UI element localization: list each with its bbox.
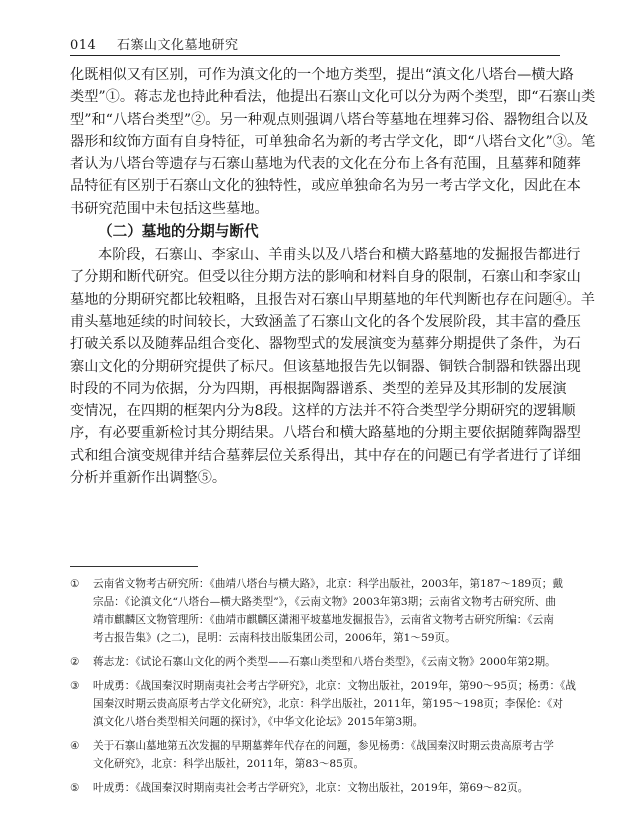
footnote-4: [70, 737, 562, 773]
text-line: 打破关系以及随葬品组合变化、器物型式的发展演变为墓葬分期提供了条件，为石: [70, 336, 581, 353]
paragraph-2: [70, 244, 595, 489]
text-line: 化既相似又有区别，可作为滇文化的一个地方类型，提出“滇文化八塔台—横大路: [70, 67, 574, 83]
footnote-line: 考古报告集》(之二)，昆明：云南科技出版集团公司，2006年，第1～59页。: [93, 632, 456, 644]
main-text: [70, 64, 596, 489]
running-header: [70, 34, 238, 53]
footnote-marker: ⑤: [70, 782, 80, 794]
text-line: 器形和纹饰方面有自身特征，可单独命名为新的考古学文化，即“八塔台文化”③。笔: [70, 133, 596, 150]
footnote-line: 靖市麒麟区文物管理所：《曲靖市麒麟区潇湘平坡墓地发掘报告》，云南省文物考古研究所编：《云南: [93, 614, 554, 626]
text-line: 时段的不同为依据，分为四期，再根据陶器谱系、类型的差异及其形制的发展演: [70, 380, 567, 397]
footnote-line: 关于石寨山墓地第五次发掘的早期墓葬年代存在的问题，参见杨勇：《战国秦汉时期云贵高原考古学: [93, 740, 554, 752]
text-line: 式和组合演变规律并结合墓葬层位关系得出，其中存在的问题已有学者进行了详细: [70, 447, 581, 464]
footnote-1: [70, 575, 562, 647]
text-line: 甫头墓地延续的时间较长，大致涵盖了石寨山文化的各个发展阶段，其丰富的叠压: [70, 313, 581, 330]
footnote-5: [70, 779, 562, 797]
text-line: 了分期和断代研究。但受以往分期方法的影响和材料自身的限制，石寨山和李家山: [70, 269, 581, 286]
page-number: 014: [70, 38, 97, 53]
section-heading: （二）墓地的分期与断代: [98, 223, 259, 241]
footnote-marker: ①: [70, 578, 80, 590]
paragraph-1: [70, 64, 596, 220]
footnote-marker: ③: [70, 680, 80, 692]
footnote-line: 叶成勇：《战国秦汉时期南夷社会考古学研究》，北京：文物出版社，2019年，第90～95页；杨勇：《战: [93, 680, 576, 692]
text-line: 类型”①。蒋志龙也持此种看法，他提出石寨山文化可以分为两个类型，即“石寨山类: [70, 89, 596, 106]
footnote-line: 宗品：《论滇文化“八塔台—横大路类型”》，《云南文物》2003年第3期；云南省文物考古研究所、曲: [93, 596, 556, 608]
text-line: 变情况，在四期的框架内分为8段。这样的方法并不符合类型学分期研究的逻辑顺: [70, 403, 576, 420]
footnote-line: 国秦汉时期云贵高原考古学文化研究》，北京：科学出版社，2011年，第195～198页；李保伦：《对: [93, 698, 563, 710]
text-line: 墓地的分期研究都比较粗略，且报告对石寨山早期墓地的年代判断也存在问题④。羊: [70, 291, 595, 308]
footnote-line: 文化研究》，北京：科学出版社，2011年，第83～85页。: [93, 758, 365, 770]
footnote-separator: [70, 566, 198, 567]
footnote-2: [70, 653, 562, 671]
footnote-3: [70, 677, 576, 731]
footnote-line: 云南省文物考古研究所：《曲靖八塔台与横大路》，北京：科学出版社，2003年，第187～189页；戴: [93, 578, 563, 590]
text-line: 本阶段，石寨山、李家山、羊甫头以及八塔台和横大路墓地的发掘报告都进行: [98, 247, 581, 264]
footnote-line: 滇文化八塔台类型相关问题的探讨》，《中华文化论坛》2015年第3期。: [93, 716, 424, 728]
footnote-marker: ②: [70, 656, 80, 668]
footnote-line: 叶成勇：《战国秦汉时期南夷社会考古学研究》，北京：文物出版社，2019年，第69～82页。: [93, 782, 529, 794]
text-line: 序，有必要重新检讨其分期结果。八塔台和横大路墓地的分期主要依据随葬陶器型: [70, 425, 581, 442]
book-title: 石寨山文化墓地研究: [116, 38, 239, 53]
text-line: 书研究范围中未包括这些墓地。: [70, 200, 269, 217]
text-line: 者认为八塔台等遗存与石寨山墓地为代表的文化在分布上各有范围，且墓葬和随葬: [70, 156, 581, 173]
footnote-marker: ④: [70, 740, 80, 752]
footnote-line: 蒋志龙：《试论石寨山文化的两个类型——石寨山类型和八塔台类型》，《云南文物》2000年第2期。: [93, 656, 556, 668]
text-line: 型”和“八塔台类型”②。另一种观点则强调八塔台等墓地在埋葬习俗、器物组合以及: [70, 111, 589, 128]
text-line: 寨山文化的分期研究提供了标尺。但该墓地报告先以铜器、铜铁合制器和铁器出现: [70, 358, 581, 375]
header-rule: [70, 55, 560, 56]
footnotes: [70, 575, 576, 803]
text-line: 品特征有区别于石寨山文化的独特性，或应单独命名为另一考古学文化，因此在本: [70, 178, 581, 195]
text-line: 分析并重新作出调整⑤。: [70, 470, 227, 487]
